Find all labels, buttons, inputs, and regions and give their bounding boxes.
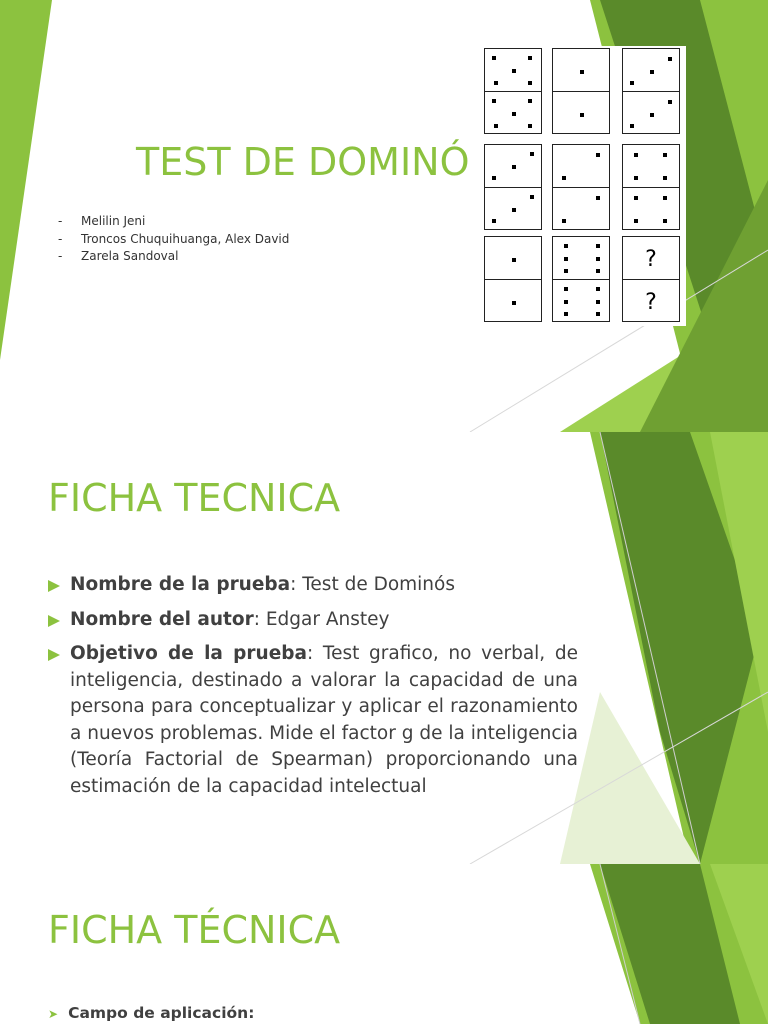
domino-pip — [562, 176, 566, 180]
domino-pip — [596, 257, 600, 261]
domino-pip — [663, 196, 667, 200]
domino-pip — [668, 57, 672, 61]
domino-half — [623, 279, 679, 321]
item-label: Objetivo de la prueba — [70, 643, 307, 664]
domino-pip — [530, 152, 534, 156]
domino-pip — [650, 113, 654, 117]
domino-pip — [494, 81, 498, 85]
domino-pip — [668, 100, 672, 104]
domino-tile — [622, 144, 680, 230]
domino-half — [485, 279, 541, 321]
domino-pip — [596, 269, 600, 273]
domino-pip — [596, 196, 600, 200]
section-title: FICHA TECNICA — [48, 476, 341, 520]
domino-pip — [528, 56, 532, 60]
domino-pip — [596, 153, 600, 157]
domino-half — [485, 49, 541, 91]
ficha-list — [48, 572, 578, 808]
domino-half — [485, 91, 541, 133]
page-title: TEST DE DOMINÓ — [136, 140, 470, 184]
author-item: - Troncos Chuquihuanga, Alex David — [58, 231, 290, 246]
list-item: Objetivo de la prueba: Test grafico, no verbal, de inteligencia, destinado a valorar la capacidad de una persona para conceptualizar y aplicar el razonamiento a nuevos problemas. Mide el factor g de la inteligencia (Teoría Factorial de Spearman) proporcionando una estimación de la capacidad intelectual — [48, 641, 578, 800]
domino-pip — [663, 153, 667, 157]
domino-pip — [596, 244, 600, 248]
domino-pip — [512, 301, 516, 305]
domino-pip — [528, 124, 532, 128]
domino-half — [553, 187, 609, 229]
list-item: Nombre del autor: Edgar Anstey — [48, 607, 578, 634]
item-label: Campo de aplicación: — [68, 1004, 255, 1022]
domino-pip — [530, 195, 534, 199]
domino-pip — [650, 70, 654, 74]
domino-pip — [564, 287, 568, 291]
domino-pip — [630, 124, 634, 128]
domino-half — [623, 145, 679, 187]
item-text: Test de Dominós — [302, 574, 455, 595]
domino-pip — [663, 176, 667, 180]
domino-pip — [663, 219, 667, 223]
domino-half — [623, 49, 679, 91]
arrow-bullet-icon — [48, 580, 60, 592]
domino-pip — [512, 258, 516, 262]
domino-half — [553, 49, 609, 91]
domino-pip — [564, 312, 568, 316]
left-green-triangle — [0, 0, 52, 360]
domino-pip — [634, 176, 638, 180]
list-item: Nombre de la prueba: Test de Dominós — [48, 572, 578, 599]
domino-pip — [634, 153, 638, 157]
item-text: Test grafico, no verbal, de inteligencia, destinado a valorar la capacidad de una persona para conceptualizar y aplicar el razonamiento a nuevos problemas. Mide el factor g de la inteligencia (Teoría Factorial de Spearman) proporcionando una estimación de la capacidad intelectual — [70, 643, 578, 797]
domino-tile — [552, 236, 610, 322]
section-title: FICHA TÉCNICA — [48, 908, 341, 952]
domino-half — [553, 279, 609, 321]
author-item: - Melilin Jeni — [58, 214, 146, 228]
domino-pip — [512, 112, 516, 116]
domino-pip — [634, 196, 638, 200]
domino-pip — [512, 69, 516, 73]
domino-tile — [484, 144, 542, 230]
domino-tile — [552, 48, 610, 134]
domino-tile — [622, 48, 680, 134]
question-mark: ? — [645, 247, 657, 272]
list-item — [48, 1004, 254, 1022]
domino-pip — [492, 219, 496, 223]
domino-pip — [596, 287, 600, 291]
domino-tile — [552, 144, 610, 230]
domino-figure — [484, 48, 686, 324]
domino-pip — [512, 208, 516, 212]
question-mark: ? — [645, 290, 657, 315]
domino-pip — [564, 269, 568, 273]
domino-half — [623, 237, 679, 279]
domino-half — [553, 145, 609, 187]
domino-pip — [596, 312, 600, 316]
slide-title — [0, 0, 768, 432]
authors-list — [58, 213, 289, 266]
domino-half — [553, 237, 609, 279]
domino-pip — [492, 176, 496, 180]
domino-pip — [564, 300, 568, 304]
domino-tile — [484, 236, 542, 322]
domino-half — [485, 187, 541, 229]
domino-pip — [580, 70, 584, 74]
domino-half — [623, 91, 679, 133]
item-label: Nombre de la prueba — [70, 574, 291, 595]
domino-pip — [494, 124, 498, 128]
domino-pip — [596, 300, 600, 304]
domino-half — [485, 237, 541, 279]
domino-half — [485, 145, 541, 187]
domino-pip — [528, 81, 532, 85]
domino-pip — [492, 99, 496, 103]
domino-pip — [562, 219, 566, 223]
arrow-bullet-icon — [48, 615, 60, 627]
domino-pip — [528, 99, 532, 103]
author-item: - Zarela Sandoval — [58, 249, 179, 263]
chevron-right-icon: ➤ — [48, 1007, 59, 1021]
domino-pip — [564, 257, 568, 261]
domino-half — [623, 187, 679, 229]
domino-tile — [484, 48, 542, 134]
domino-pip — [630, 81, 634, 85]
domino-pip — [512, 165, 516, 169]
domino-half — [553, 91, 609, 133]
item-text: Edgar Anstey — [265, 608, 390, 630]
domino-pip — [492, 56, 496, 60]
domino-pip — [580, 113, 584, 117]
arrow-bullet-icon — [48, 649, 60, 661]
item-label: Nombre del autor — [70, 608, 254, 630]
domino-tile — [622, 236, 680, 322]
domino-pip — [634, 219, 638, 223]
domino-pip — [564, 244, 568, 248]
